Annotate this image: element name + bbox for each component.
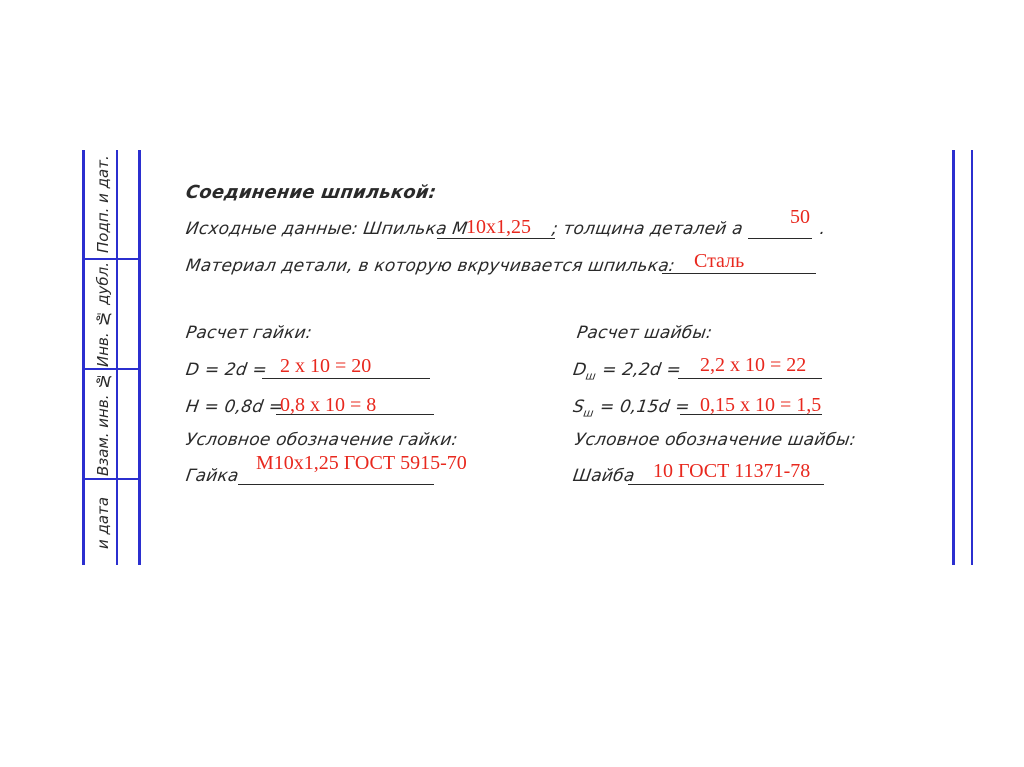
washer-designation-underline bbox=[628, 484, 824, 485]
frame-inner-line bbox=[138, 150, 141, 565]
nut-d-value: 2 х 10 = 20 bbox=[280, 355, 372, 377]
thread-value: 10х1,25 bbox=[466, 216, 531, 238]
washer-designation-value: 10 ГОСТ 11371-78 bbox=[653, 460, 811, 482]
thickness-label: ; толщина деталей а bbox=[550, 219, 745, 239]
thickness-value: 50 bbox=[790, 206, 810, 228]
material-value: Сталь bbox=[694, 250, 745, 272]
stamp-label-sign-date-bottom: и дата bbox=[94, 497, 112, 550]
thickness-underline bbox=[748, 238, 812, 239]
material-underline bbox=[662, 273, 816, 274]
nut-d-formula: D = 2d = bbox=[184, 360, 269, 380]
nut-heading: Расчет гайки: bbox=[184, 323, 314, 343]
nut-h-formula: H = 0,8d = bbox=[184, 397, 285, 417]
input-data-label: Исходные данные: Шпилька М bbox=[184, 219, 469, 239]
stamp-label-inv-dubl: Инв. № дубл. bbox=[94, 261, 112, 367]
stamp-label-sign-date-top: Подп. и дат. bbox=[94, 155, 112, 253]
material-label: Материал детали, в которую вкручивается шпилька: bbox=[184, 256, 677, 276]
washer-s-formula: $S_ш = 0,15d$ = bbox=[571, 397, 692, 420]
washer-heading: Расчет шайбы: bbox=[575, 323, 714, 343]
frame-left-line bbox=[82, 150, 85, 565]
nut-d-underline bbox=[262, 378, 430, 379]
frame-right-edge-line bbox=[971, 150, 973, 565]
washer-d-formula: $D_ш = 2,2d$ = bbox=[571, 360, 683, 383]
thread-underline bbox=[437, 238, 555, 239]
nut-designation-underline bbox=[238, 484, 434, 485]
input-end-dot: . bbox=[818, 219, 828, 239]
nut-h-value: 0,8 х 10 = 8 bbox=[280, 394, 377, 416]
stamp-label-vzam-inv: Взам. инв. № bbox=[94, 371, 112, 477]
stamp-separator bbox=[84, 368, 138, 370]
nut-designation-label: Гайка bbox=[184, 466, 241, 486]
form-title: Соединение шпилькой: bbox=[184, 182, 438, 203]
stamp-separator bbox=[84, 478, 138, 480]
washer-d-value: 2,2 х 10 = 22 bbox=[700, 354, 807, 376]
washer-designation-heading: Условное обозначение шайбы: bbox=[573, 430, 858, 450]
washer-designation-label: Шайба bbox=[571, 466, 636, 486]
frame-right-line bbox=[952, 150, 955, 565]
nut-designation-value: М10х1,25 ГОСТ 5915-70 bbox=[256, 452, 467, 474]
washer-d-underline bbox=[678, 378, 822, 379]
stamp-separator bbox=[84, 258, 138, 260]
nut-designation-heading: Условное обозначение гайки: bbox=[184, 430, 460, 450]
washer-s-value: 0,15 х 10 = 1,5 bbox=[700, 394, 822, 416]
